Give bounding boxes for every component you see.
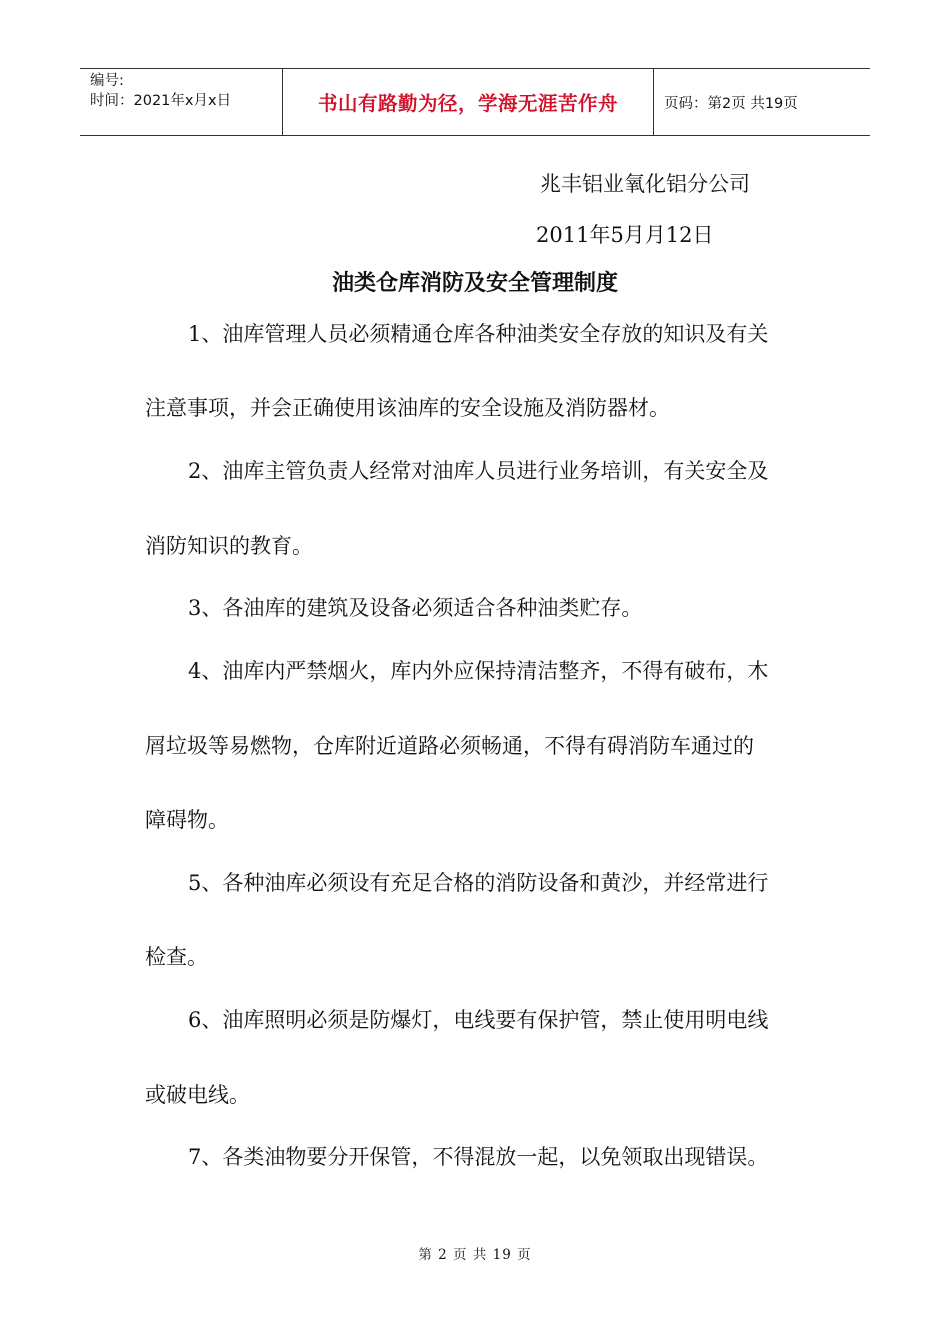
page-header bbox=[80, 68, 870, 136]
body-line: 屑垃圾等易燃物，仓库附近道路必须畅通，不得有碍消防车通过的 bbox=[145, 734, 754, 758]
header-page-info: 页码：第2页 共19页 bbox=[664, 95, 798, 112]
page-footer: 第 2 页 共 19 页 bbox=[418, 1247, 532, 1263]
body-line: 障碍物。 bbox=[145, 808, 229, 832]
body-line: 2、油库主管负责人经常对油库人员进行业务培训，有关安全及 bbox=[188, 459, 769, 483]
document-date: 2011年5月月12日 bbox=[536, 223, 714, 247]
body-line: 或破电线。 bbox=[145, 1083, 250, 1107]
header-motto: 书山有路勤为径，学海无涯苦作舟 bbox=[282, 69, 654, 135]
body-line: 4、油库内严禁烟火，库内外应保持清洁整齐，不得有破布，木 bbox=[188, 659, 769, 683]
body-line: 5、各种油库必须设有充足合格的消防设备和黄沙，并经常进行 bbox=[188, 871, 769, 895]
body-line: 6、油库照明必须是防爆灯，电线要有保护管，禁止使用明电线 bbox=[188, 1008, 769, 1032]
document-title: 油类仓库消防及安全管理制度 bbox=[331, 271, 618, 296]
body-line: 1、油库管理人员必须精通仓库各种油类安全存放的知识及有关 bbox=[188, 322, 769, 346]
header-time-label: 时间：2021年x月x日 bbox=[90, 93, 232, 109]
body-line: 3、各油库的建筑及设备必须适合各种油类贮存。 bbox=[188, 596, 643, 620]
header-info-cell bbox=[80, 69, 282, 135]
body-line: 检查。 bbox=[145, 945, 208, 969]
body-line: 注意事项，并会正确使用该油库的安全设施及消防器材。 bbox=[145, 396, 670, 420]
company-name: 兆丰铝业氧化铝分公司 bbox=[540, 172, 750, 196]
body-line: 7、各类油物要分开保管，不得混放一起，以免领取出现错误。 bbox=[188, 1145, 769, 1169]
header-number-label: 编号: bbox=[90, 73, 124, 89]
body-line: 消防知识的教育。 bbox=[145, 534, 313, 558]
